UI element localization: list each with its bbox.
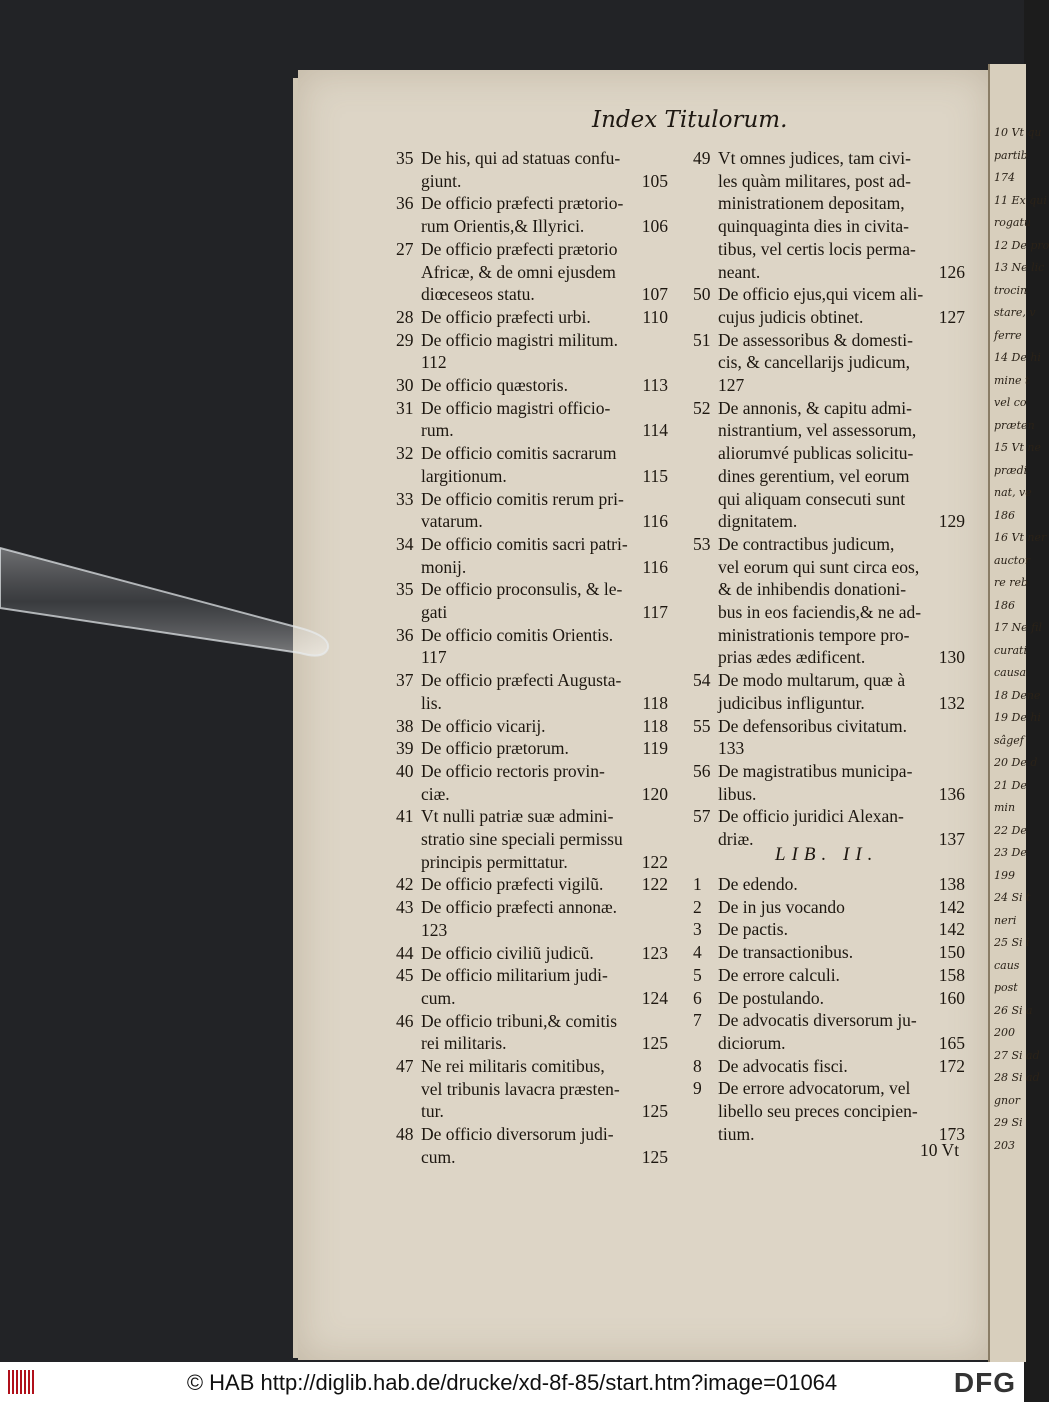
entry-title-line: ministrationis tempore pro- [718, 624, 910, 645]
entry-title-line: quinquaginta dies in civita- [718, 216, 909, 237]
entry-title-line: bus in eos faciendis,& ne ad- [718, 602, 922, 622]
entry-title-line: De officio vicarij. [421, 715, 546, 736]
entry-page-number: 114 [642, 420, 668, 441]
entry-title-line: cis, & cancellarijs judicum, [718, 352, 910, 373]
facing-page-text: 12 De pro [994, 238, 1049, 252]
facing-page-text: sâgef [994, 733, 1024, 747]
entry-page-number: 122 [641, 851, 668, 872]
index-entry [396, 488, 668, 533]
entry-title-line: De officio juridici Alexan- [718, 806, 904, 827]
entry-title-line: libello seu preces concipien- [718, 1101, 918, 1121]
entry-title-line: largitionum. [421, 465, 507, 486]
facing-page-text: 174 [994, 171, 1015, 184]
index-entry [693, 533, 965, 669]
facing-page-text: min [994, 801, 1016, 814]
entry-title-line: giunt. [421, 170, 462, 191]
entry-number: 31 [396, 397, 414, 418]
entry-title-line: diciorum. [718, 1032, 786, 1053]
entry-number: 28 [396, 306, 414, 327]
entry-page-number: 115 [642, 465, 668, 486]
entry-number: 41 [396, 806, 414, 827]
entry-page-number: 130 [938, 647, 965, 668]
facing-page-text: 18 Dene [994, 688, 1041, 702]
entry-page-number: 118 [642, 692, 668, 713]
entry-title-line: vatarum. [421, 511, 483, 532]
index-entry [693, 760, 965, 805]
facing-page-text: 200 [994, 1026, 1015, 1039]
entry-number: 57 [693, 806, 711, 827]
facing-page-text: neri [994, 913, 1017, 927]
entry-number: 47 [396, 1056, 414, 1076]
index-entry [396, 737, 668, 760]
facing-page-text: 14 De hi [994, 351, 1041, 364]
entry-title-line: monij. [421, 556, 467, 577]
index-entry [693, 987, 965, 1010]
entry-page-number: 118 [642, 715, 668, 736]
entry-page-number: 136 [938, 783, 965, 804]
facing-page-text: rogatu [994, 216, 1031, 229]
entry-number: 53 [693, 533, 711, 554]
index-entry [396, 1123, 668, 1168]
entry-title-line: De in jus vocando [718, 896, 845, 917]
facing-page-text: 186 [994, 508, 1015, 522]
entry-title-line: De advocatis fisci. [718, 1055, 848, 1076]
dfg-logo: DFG [953, 1367, 1016, 1398]
entry-number: 45 [396, 965, 414, 986]
entry-number: 1 [693, 874, 702, 894]
facing-page-text: 199 [994, 868, 1015, 882]
entry-title-line: stratio sine speciali permissu [421, 829, 623, 849]
index-entry [693, 918, 965, 941]
facing-page-text: nat, ve [994, 486, 1032, 499]
facing-page-text: 27 Si ad [994, 1048, 1040, 1062]
entry-page-number: 142 [938, 919, 965, 940]
index-entry [396, 578, 668, 623]
facing-page-text: 26 Si a [994, 1003, 1033, 1017]
entry-title-line: De officio præfecti prætorio- [421, 193, 624, 214]
index-entry [396, 533, 668, 578]
entry-number: 54 [693, 670, 711, 691]
facing-page-text: 17 Ne fil [994, 621, 1042, 634]
entry-title-line: De officio præfecti urbi. [421, 306, 591, 327]
entry-number: 52 [693, 397, 711, 418]
entry-title-line: De officio tribuni,& comitis [421, 1010, 618, 1031]
entry-title-line: De edendo. [718, 874, 798, 894]
entry-title-line: De officio comitis sacri patri- [421, 533, 628, 554]
entry-number: 9 [693, 1078, 702, 1099]
entry-title-line: De officio comitis rerum pri- [421, 488, 624, 509]
entry-title-line: rum Orientis,& Illyrici. [421, 216, 585, 237]
entry-number: 34 [396, 533, 414, 554]
facing-page-text: 13 Ne lic [994, 261, 1045, 274]
entry-title-line: De pactis. [718, 919, 788, 940]
index-entry [693, 964, 965, 987]
entry-title-line: De defensoribus civitatum. [718, 715, 908, 736]
facing-page-text: præten [994, 418, 1035, 432]
index-entry [693, 669, 965, 714]
entry-page-number: 120 [641, 783, 668, 804]
index-entry [396, 192, 668, 237]
entry-title-line: De errore advocatorum, vel [718, 1078, 911, 1099]
entry-page-number: 110 [642, 306, 668, 327]
index-entry [396, 329, 668, 374]
entry-title-line: cum. [421, 1146, 456, 1167]
entry-title-line: rum. [421, 420, 454, 441]
entry-title-line: dignitatem. [718, 511, 798, 532]
facing-page-text: re reb [994, 576, 1029, 589]
entry-title-line: Vt omnes judices, tam civi- [718, 148, 911, 168]
entry-page-number: 105 [641, 170, 668, 191]
index-entry [693, 397, 965, 533]
entry-page-number: 126 [938, 261, 965, 282]
facing-page-text: 23 De [994, 846, 1027, 859]
entry-page-number: 150 [938, 942, 965, 963]
entry-title-line: De officio comitis sacrarum [421, 443, 617, 464]
entry-number: 36 [396, 193, 414, 214]
index-entry [693, 329, 965, 397]
entry-page-number: 125 [641, 1033, 668, 1054]
entry-page-number: 122 [641, 874, 668, 895]
index-entry [693, 1009, 965, 1054]
entry-title-line: vel tribunis lavacra præsten- [421, 1078, 620, 1099]
entry-title-line: 127 [718, 375, 745, 395]
entry-number: 33 [396, 488, 414, 509]
entry-page-number: 129 [938, 511, 965, 532]
entry-number: 30 [396, 375, 414, 395]
entry-number: 5 [693, 964, 702, 985]
entry-page-number: 106 [641, 216, 668, 237]
entry-number: 56 [693, 760, 711, 781]
index-entry [396, 442, 668, 487]
entry-title-line: rei militaris. [421, 1033, 507, 1054]
entry-page-number: 160 [938, 987, 965, 1008]
entry-number: 29 [396, 329, 414, 350]
entry-number: 35 [396, 579, 414, 600]
entry-title-line: dines gerentium, vel eorum [718, 465, 910, 486]
entry-number: 37 [396, 670, 414, 691]
entry-number: 49 [693, 148, 711, 168]
index-entry [396, 896, 668, 941]
entry-number: 43 [396, 897, 414, 918]
entry-number: 42 [396, 874, 414, 895]
entry-title-line: gati [421, 602, 448, 622]
entry-title-line: De his, qui ad statuas confu- [421, 148, 621, 168]
facing-page-text: 28 Si ad [994, 1071, 1040, 1084]
entry-number: 3 [693, 919, 702, 940]
entry-title-line: De transactionibus. [718, 942, 854, 963]
index-entry [693, 715, 965, 760]
facing-page-text: partib [994, 148, 1028, 162]
entry-title-line: De officio proconsulis, & le- [421, 579, 623, 600]
entry-title-line: lis. [421, 692, 442, 713]
facing-page-text: vel co [994, 396, 1027, 409]
facing-page-text: stare, v [994, 306, 1036, 319]
index-entry [396, 669, 668, 714]
entry-number: 44 [396, 942, 414, 963]
entry-title-line: De officio ejus,qui vicem ali- [718, 284, 924, 305]
entry-title-line: Africæ, & de omni ejusdem [421, 261, 616, 282]
index-entry [396, 306, 668, 329]
facing-page-text: 20 De d [994, 756, 1038, 769]
entry-number: 4 [693, 942, 702, 963]
entry-page-number: 113 [642, 375, 668, 395]
index-entry [396, 238, 668, 306]
facing-page-text: 15 Vt ne [994, 441, 1041, 454]
entry-page-number: 137 [938, 829, 965, 849]
index-entry [693, 873, 965, 896]
entry-title-line: De postulando. [718, 987, 824, 1008]
entry-page-number: 127 [938, 306, 965, 327]
entry-title-line: nistrantium, vel assessorum, [718, 420, 917, 441]
entry-title-line: cujus judicis obtinet. [718, 306, 864, 327]
entry-page-number: 117 [642, 602, 668, 622]
facing-page-text: 16 Vt ner [994, 531, 1047, 544]
entry-number: 50 [693, 284, 711, 305]
catchword: 10 Vt [920, 1140, 960, 1160]
entry-title-line: 133 [718, 738, 745, 759]
index-entry [693, 283, 965, 328]
entry-page-number: 123 [641, 942, 668, 963]
facing-page-text: 29 Si [994, 1116, 1023, 1129]
facing-page-text: post [994, 981, 1018, 994]
entry-title-line: De officio magistri officio- [421, 397, 611, 418]
entry-page-number: 119 [642, 738, 668, 759]
facing-page-text: 21 De [994, 778, 1027, 792]
lib-heading: LIB. II. [775, 844, 879, 865]
entry-title-line: De officio militarium judi- [421, 965, 608, 986]
entry-title-line: De officio quæstoris. [421, 375, 568, 395]
entry-title-line: De advocatis diversorum ju- [718, 1010, 917, 1031]
entry-number: 55 [693, 715, 711, 736]
index-entry [693, 1055, 965, 1078]
facing-page-text: 25 Si i [994, 936, 1030, 949]
entry-page-number: 173 [938, 1123, 965, 1144]
entry-number: 35 [396, 148, 414, 168]
facing-page-text: 10 Vt qu [994, 126, 1042, 139]
entry-title-line: De annonis, & capitu admi- [718, 397, 912, 418]
entry-title-line: principis permittatur. [421, 851, 568, 872]
entry-title-line: De officio præfecti Augusta- [421, 670, 622, 691]
facing-page-text: 19 De hi [994, 711, 1041, 724]
facing-page-text: 24 Si t [994, 891, 1031, 904]
entry-title-line: De officio civiliũ judicũ. [421, 942, 594, 963]
entry-title-line: 117 [421, 647, 447, 668]
entry-title-line: 112 [421, 352, 447, 373]
entry-page-number: 124 [641, 987, 668, 1008]
index-entry [396, 964, 668, 1009]
entry-title-line: cum. [421, 987, 456, 1008]
entry-page-number: 172 [938, 1055, 965, 1076]
index-entry [693, 896, 965, 919]
entry-page-number: 125 [641, 1101, 668, 1122]
index-entry [396, 805, 668, 873]
entry-number: 38 [396, 715, 414, 736]
entry-title-line: De officio diversorum judi- [421, 1124, 614, 1145]
entry-title-line: Vt nulli patriæ suæ admini- [421, 806, 614, 827]
facing-page-text: 186 [994, 598, 1015, 612]
footer-url[interactable]: © HAB http://diglib.hab.de/drucke/xd-8f-85/start.htm?image=01064 [186, 1370, 838, 1395]
entry-number: 32 [396, 443, 414, 464]
entry-title-line: neant. [718, 261, 761, 282]
entry-number: 27 [396, 238, 414, 259]
index-entry [396, 715, 668, 738]
index-entry [693, 147, 965, 283]
entry-page-number: 116 [642, 556, 668, 577]
footer-bar [0, 1362, 1024, 1402]
index-entry [693, 1077, 965, 1145]
entry-page-number: 125 [641, 1146, 668, 1167]
index-entry [396, 624, 668, 669]
facing-page-text: mine t [994, 373, 1030, 387]
index-entry [396, 873, 668, 896]
entry-title-line: De officio rectoris provin- [421, 760, 605, 781]
entry-number: 46 [396, 1010, 414, 1031]
entry-number: 40 [396, 760, 414, 781]
entry-title-line: aliorumvé publicas solicitu- [718, 443, 914, 464]
entry-page-number: 165 [938, 1032, 965, 1053]
entry-title-line: De errore calculi. [718, 964, 840, 985]
entry-title-line: tur. [421, 1101, 444, 1122]
entry-title-line: De officio præfecti prætorio [421, 238, 618, 259]
entry-title-line: De officio magistri militum. [421, 329, 619, 350]
facing-page-text: prædi [994, 463, 1028, 477]
facing-page-text: curati [994, 643, 1027, 657]
entry-title-line: De modo multarum, quæ à [718, 670, 906, 691]
index-entry [396, 1055, 668, 1123]
entry-title-line: De magistratibus municipa- [718, 760, 913, 781]
entry-title-line: De assessoribus & domesti- [718, 329, 913, 350]
entry-title-line: driæ. [718, 829, 754, 849]
facing-page-text: 203 [994, 1138, 1015, 1152]
page-header: Index Titulorum. [592, 107, 788, 133]
entry-number: 8 [693, 1055, 702, 1076]
entry-title-line: ciæ. [421, 783, 450, 804]
facing-page-text: auctor [994, 553, 1031, 567]
entry-title-line: De officio præfecti annonæ. [421, 897, 618, 918]
index-entry [396, 760, 668, 805]
entry-title-line: Ne rei militaris comitibus, [421, 1056, 605, 1076]
entry-number: 39 [396, 738, 414, 759]
index-entry [396, 374, 668, 397]
entry-title-line: ministrationem depositam, [718, 193, 905, 214]
entry-number: 51 [693, 329, 711, 350]
index-entry [396, 147, 668, 192]
entry-number: 6 [693, 987, 702, 1008]
entry-title-line: tium. [718, 1123, 755, 1144]
facing-page-fragment [988, 64, 1049, 1362]
index-entry [396, 397, 668, 442]
facing-page-text: caus [994, 958, 1020, 972]
facing-page-text: 11 Ex qui [994, 193, 1047, 207]
entry-page-number: 132 [938, 692, 965, 713]
entry-title-line: De officio præfecti vigilũ. [421, 874, 604, 895]
index-entry [396, 1010, 668, 1055]
entry-page-number: 142 [938, 896, 965, 917]
entry-title-line: les quàm militares, post ad- [718, 170, 911, 191]
entry-number: 48 [396, 1124, 414, 1145]
entry-title-line: vel eorum qui sunt circa eos, [718, 556, 920, 577]
entry-title-line: 123 [421, 919, 448, 940]
entry-title-line: tibus, vel certis locis perma- [718, 238, 916, 259]
facing-page-text: 22 De [994, 823, 1027, 837]
facing-page-text: gnor [994, 1093, 1021, 1107]
facing-page-text: trocin [994, 283, 1028, 297]
entry-title-line: De officio prætorum. [421, 738, 569, 759]
entry-number: 2 [693, 896, 702, 917]
index-entry [396, 942, 668, 965]
entry-number: 36 [396, 624, 414, 645]
entry-page-number: 107 [641, 284, 668, 305]
entry-title-line: De officio comitis Orientis. [421, 624, 614, 645]
facing-page-text: causa [994, 666, 1027, 679]
index-entry [693, 941, 965, 964]
entry-title-line: diœceseos statu. [421, 284, 535, 305]
entry-title-line: prias ædes ædificent. [718, 647, 866, 668]
entry-page-number: 138 [938, 874, 965, 894]
entry-title-line: qui aliquam consecuti sunt [718, 488, 906, 509]
entry-title-line: De contractibus judicum, [718, 533, 895, 554]
entry-title-line: & de inhibendis donationi- [718, 579, 907, 600]
entry-page-number: 116 [642, 511, 668, 532]
facing-page-text: ferre [994, 328, 1022, 342]
entry-number: 7 [693, 1010, 702, 1031]
entry-title-line: judicibus infliguntur. [718, 692, 865, 713]
entry-page-number: 158 [938, 964, 965, 985]
entry-title-line: libus. [718, 783, 757, 804]
